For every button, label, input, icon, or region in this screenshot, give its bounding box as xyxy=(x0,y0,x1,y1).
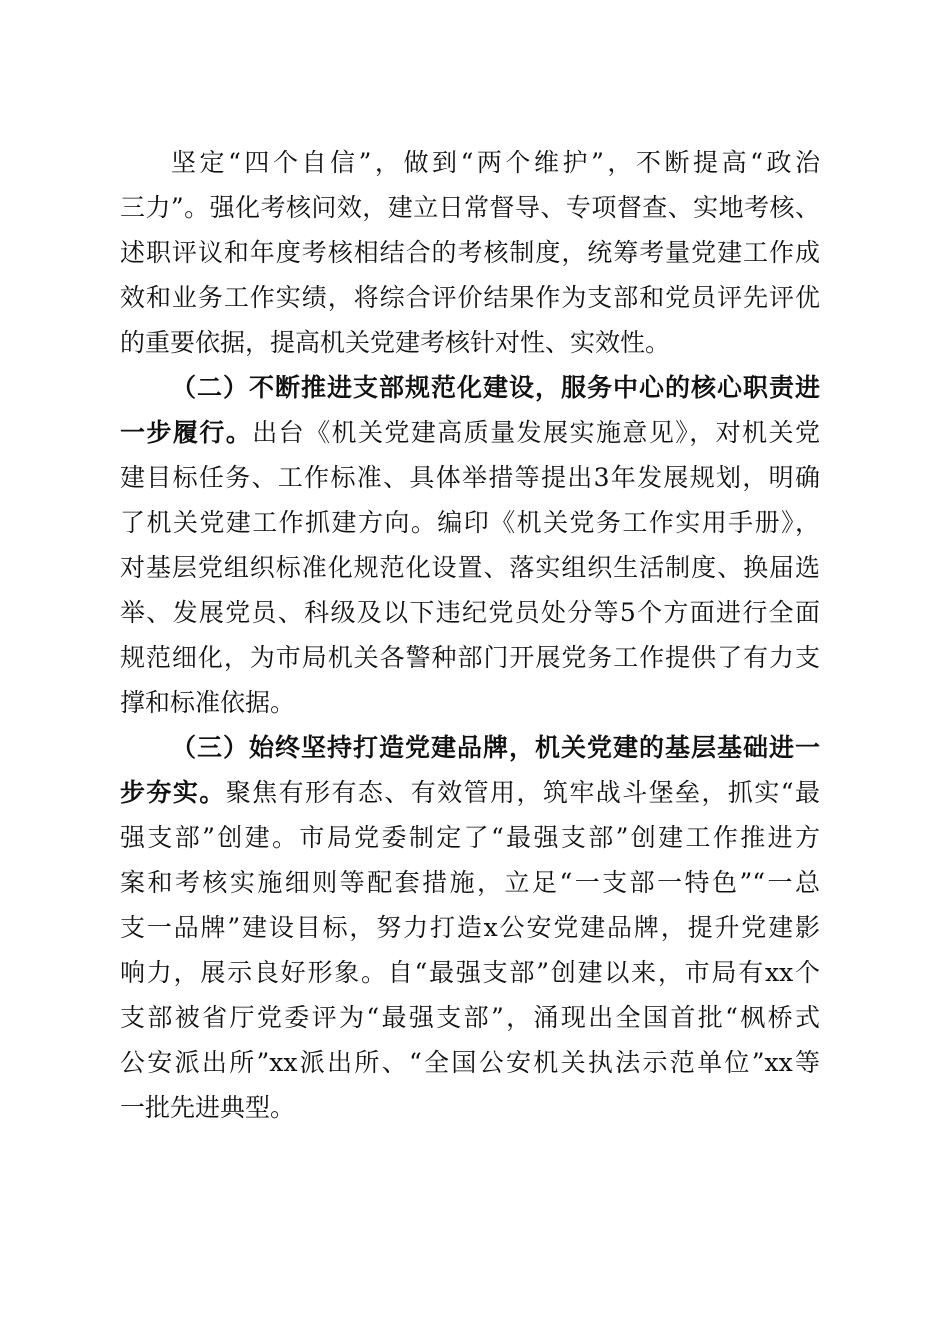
paragraph-line: 一批先进典型。 xyxy=(120,1093,296,1122)
section-heading-3: （三）始终坚持打造党建品牌，机关党建的基层基础进一 xyxy=(171,733,820,762)
paragraph-line: 对基层党组织标准化规范化设置、落实组织生活制度、换届选 xyxy=(120,553,820,582)
paragraph-line: 三力”。强化考核问效，建立日常督导、专项督查、实地考核、 xyxy=(120,193,820,222)
paragraph-line: 建目标任务、工作标准、具体举措等提出3年发展规划，明确 xyxy=(120,463,820,492)
section-heading-3-tail: 步夯实。 xyxy=(120,778,226,807)
paragraph-line: 的重要依据，提高机关党建考核针对性、实效性。 xyxy=(120,328,671,357)
paragraph-text: 出台《机关党建高质量发展实施意见》，对机关党 xyxy=(252,418,820,447)
paragraph-3 xyxy=(120,725,820,1130)
paragraph-1 xyxy=(120,140,820,365)
paragraph-line: 述职评议和年度考核相结合的考核制度，统筹考量党建工作成 xyxy=(120,238,820,267)
paragraph-line xyxy=(120,410,820,455)
paragraph-line: 案和考核实施细则等配套措施，立足“一支部一特色”“一总 xyxy=(120,868,820,897)
paragraph-line: 支部被省厅党委评为“最强支部”，涌现出全国首批“枫桥式 xyxy=(120,1003,820,1032)
paragraph-line: 公安派出所”xx派出所、“全国公安机关执法示范单位”xx等 xyxy=(120,1048,820,1077)
paragraph-line: 强支部”创建。市局党委制定了“最强支部”创建工作推进方 xyxy=(120,823,820,852)
paragraph-line: 规范细化，为市局机关各警种部门开展党务工作提供了有力支 xyxy=(120,643,820,672)
paragraph-line: 了机关党建工作抓建方向。编印《机关党务工作实用手册》， xyxy=(120,508,820,537)
paragraph-text: 聚焦有形有态、有效管用，筑牢战斗堡垒，抓实“最 xyxy=(225,778,820,807)
paragraph-line: 举、发展党员、科级及以下违纪党员处分等5个方面进行全面 xyxy=(120,598,820,627)
section-heading-2: （二）不断推进支部规范化建设，服务中心的核心职责进 xyxy=(171,373,820,402)
paragraph-line: 坚定“四个自信”，做到“两个维护”，不断提高“政治 xyxy=(171,148,820,177)
paragraph-line: 支一品牌”建设目标，努力打造x公安党建品牌，提升党建影 xyxy=(120,913,820,942)
paragraph-2 xyxy=(120,365,820,725)
paragraph-line: 效和业务工作实绩，将综合评价结果作为支部和党员评先评优 xyxy=(120,283,820,312)
paragraph-line: 响力，展示良好形象。自“最强支部”创建以来，市局有xx个 xyxy=(120,958,820,987)
section-heading-2-tail: 一步履行。 xyxy=(120,418,253,447)
paragraph-line xyxy=(120,770,820,815)
document-page xyxy=(120,140,820,1130)
paragraph-line: 撑和标准依据。 xyxy=(120,688,296,717)
